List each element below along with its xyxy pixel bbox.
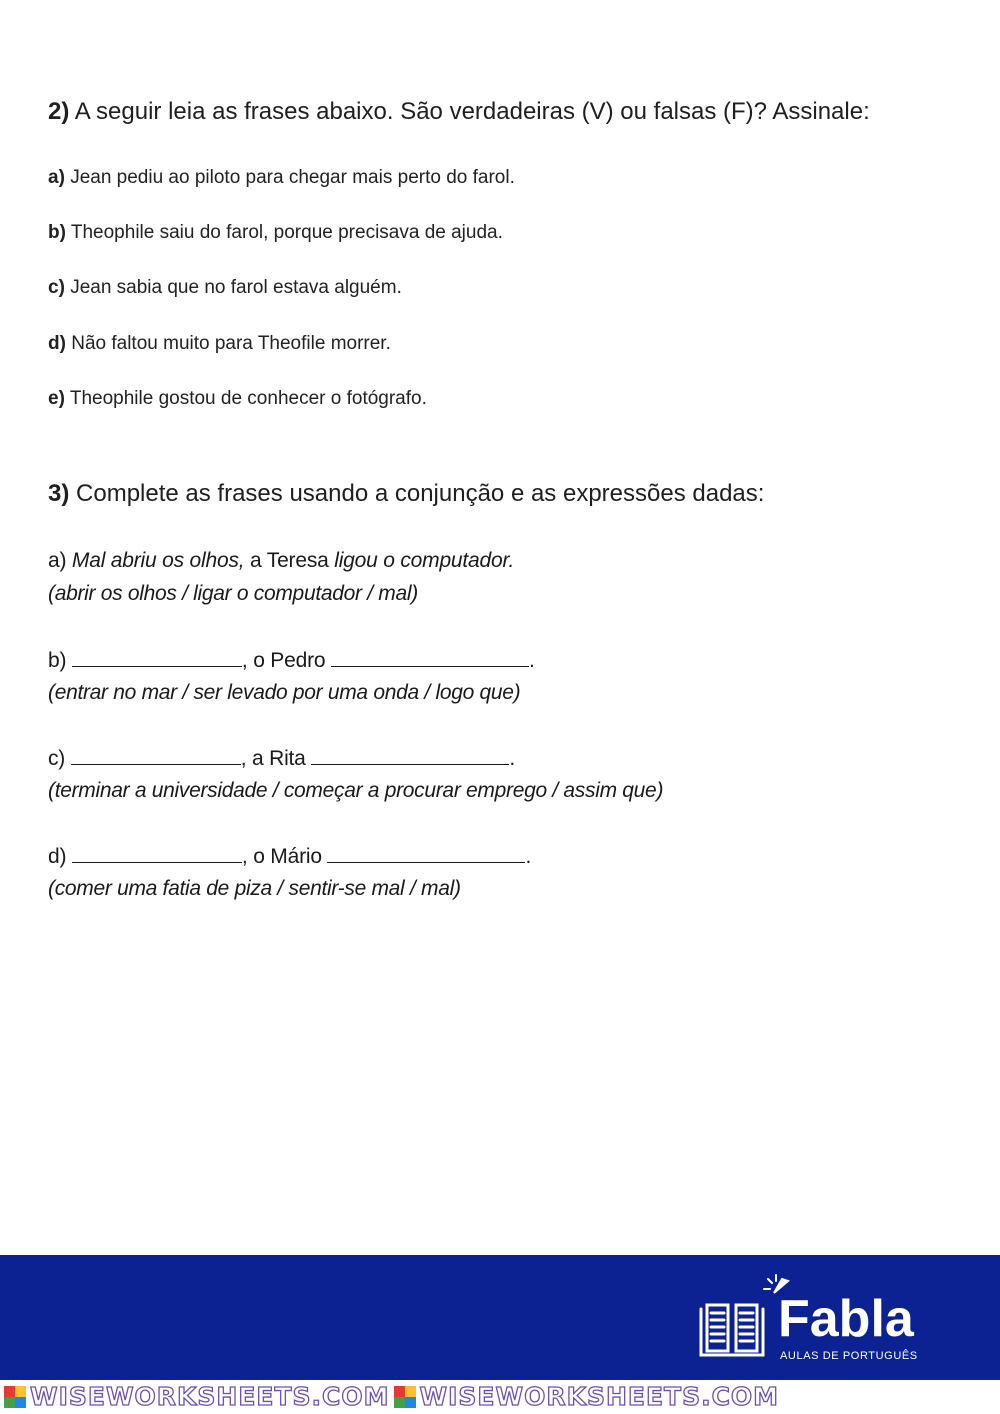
answer-blank[interactable] <box>71 746 241 765</box>
question-2-text: A seguir leia as frases abaixo. São verdadeiras (V) ou falsas (F)? Assinale: <box>74 98 870 125</box>
exercise-d-hint: (comer uma fatia de piza / sentir-se mal / mal) <box>48 877 461 900</box>
footer-banner <box>0 1255 1000 1380</box>
answer-blank[interactable] <box>331 648 529 667</box>
answer-blank[interactable] <box>311 746 509 765</box>
question-3-number: 3) <box>48 480 70 507</box>
watermark-text: WISEWORKSHEETS.COM <box>419 1382 780 1411</box>
watermark-strip <box>0 1380 1000 1414</box>
question-2-number: 2) <box>48 98 70 125</box>
answer-blank[interactable] <box>72 648 242 667</box>
question-3-title <box>48 480 764 508</box>
example-hint: (abrir os olhos / ligar o computador / mal) <box>48 582 418 605</box>
statement-b: b) Theophile saiu do farol, porque precisava de ajuda. <box>48 222 503 243</box>
brand-name: Fabla <box>778 1290 914 1348</box>
example-sentence: a) Mal abriu os olhos, a Teresa ligou o computador. <box>48 549 515 572</box>
answer-blank[interactable] <box>72 844 242 863</box>
watermark-text: WISEWORKSHEETS.COM <box>30 1382 390 1411</box>
exercise-b: b) , o Pedro . <box>48 649 535 672</box>
statement-d: d) Não faltou muito para Theofile morrer. <box>48 333 391 354</box>
exercise-c-hint: (terminar a universidade / começar a procurar emprego / assim que) <box>48 779 664 802</box>
statement-e: e) Theophile gostou de conhecer o fotógrafo. <box>48 388 427 409</box>
answer-blank[interactable] <box>327 844 525 863</box>
worksheet-logo-icon <box>394 1386 416 1408</box>
statement-c: c) Jean sabia que no farol estava alguém. <box>48 277 402 298</box>
open-book-icon <box>697 1297 767 1361</box>
watermark-unit <box>0 1380 390 1414</box>
exercise-d: d) , o Mário . <box>48 845 532 868</box>
exercise-b-hint: (entrar no mar / ser levado por uma onda / logo que) <box>48 681 521 704</box>
statement-a: a) Jean pediu ao piloto para chegar mais perto do farol. <box>48 167 515 188</box>
exercise-c: c) , a Rita . <box>48 747 515 770</box>
question-2-title <box>48 98 870 126</box>
brand-tagline: AULAS DE PORTUGUÊS <box>780 1350 918 1362</box>
question-3-text: Complete as frases usando a conjunção e as expressões dadas: <box>76 480 765 507</box>
watermark-unit <box>390 1380 780 1414</box>
worksheet-logo-icon <box>4 1386 26 1408</box>
